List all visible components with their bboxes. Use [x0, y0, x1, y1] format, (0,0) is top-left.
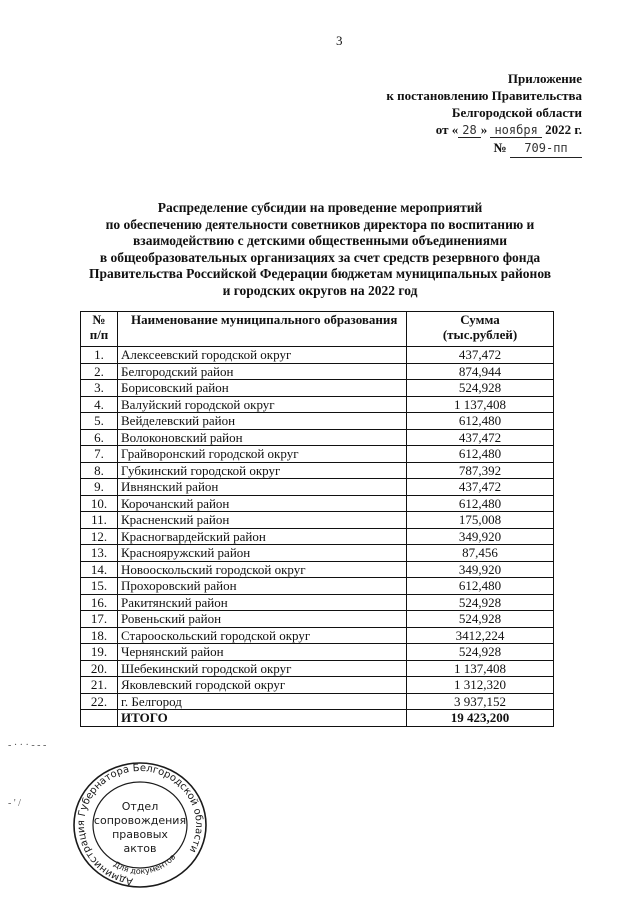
document-title: [70, 200, 570, 299]
row-number: 21.: [81, 677, 118, 694]
appendix-resolution: к постановлению Правительства: [386, 88, 582, 103]
row-sum: 524,928: [407, 644, 554, 661]
table-row: [81, 545, 554, 562]
row-sum: 349,920: [407, 528, 554, 545]
table-row: [81, 380, 554, 397]
header-number-line: №: [92, 312, 106, 327]
title-line: Правительства Российской Федерации бюджетам муниципальных районов: [88, 266, 552, 281]
row-sum: 437,472: [407, 347, 554, 364]
row-name: Чернянский район: [118, 644, 407, 661]
row-name: Ивнянский район: [118, 479, 407, 496]
row-name: Валуйский городской округ: [118, 396, 407, 413]
row-name: Новооскольский городской округ: [118, 561, 407, 578]
header-name-text: Наименование муниципального образования: [131, 312, 398, 327]
row-name: Алексеевский городской округ: [118, 347, 407, 364]
row-number: 7.: [81, 446, 118, 463]
row-sum: 612,480: [407, 413, 554, 430]
header-sum: [407, 312, 554, 347]
header-sum-line: (тыс.рублей): [442, 327, 518, 342]
total-num-cell: [81, 710, 118, 727]
title-line: в общеобразовательных организациях за счет средств резервного фонда: [99, 249, 541, 265]
row-name: Борисовский район: [118, 380, 407, 397]
table-row: [81, 495, 554, 512]
row-sum: 3 937,152: [407, 693, 554, 710]
header-name: [118, 312, 407, 347]
row-name: Белгородский район: [118, 363, 407, 380]
resolution-number: 709-пп: [510, 140, 582, 158]
total-label: ИТОГО: [118, 710, 407, 727]
total-row: [81, 710, 554, 727]
row-name: Прохоровский район: [118, 578, 407, 595]
row-number: 9.: [81, 479, 118, 496]
table-row: [81, 462, 554, 479]
table-row: [81, 479, 554, 496]
row-number: 17.: [81, 611, 118, 628]
table-header-row: [81, 312, 554, 347]
table-row: [81, 578, 554, 595]
row-name: Старооскольский городской округ: [118, 627, 407, 644]
row-name: Краснояружский район: [118, 545, 407, 562]
row-number: 2.: [81, 363, 118, 380]
page-number: 3: [336, 33, 343, 48]
stamp-center-line: сопровождения: [93, 814, 187, 827]
row-number: 13.: [81, 545, 118, 562]
row-sum: 1 137,408: [407, 660, 554, 677]
table-row: [81, 561, 554, 578]
row-number: 8.: [81, 462, 118, 479]
table-row: [81, 429, 554, 446]
row-name: Волоконовский район: [118, 429, 407, 446]
row-sum: 524,928: [407, 380, 554, 397]
scan-mark: - ' /: [8, 798, 21, 809]
appendix-region: Белгородской области: [451, 105, 582, 120]
row-sum: 349,920: [407, 561, 554, 578]
title-line: взаимодействию с детскими общественными объединениями: [133, 233, 507, 248]
table-row: [81, 693, 554, 710]
row-sum: 175,008: [407, 512, 554, 529]
header-number: [81, 312, 118, 347]
row-number: 12.: [81, 528, 118, 545]
official-stamp: [66, 756, 214, 890]
date-year: 2022 г.: [545, 122, 582, 137]
number-prefix: №: [493, 140, 507, 155]
row-name: Губкинский городской округ: [118, 462, 407, 479]
appendix-date: [372, 121, 582, 139]
row-name: Красненский район: [118, 512, 407, 529]
title-line: Распределение субсидии на проведение мероприятий: [157, 200, 483, 215]
row-name: Красногвардейский район: [118, 528, 407, 545]
row-name: Ровеньский район: [118, 611, 407, 628]
table-row: [81, 627, 554, 644]
row-name: Корочанский район: [118, 495, 407, 512]
stamp-center-line: актов: [123, 842, 157, 855]
row-name: г. Белгород: [118, 693, 407, 710]
row-number: 18.: [81, 627, 118, 644]
row-name: Шебекинский городской округ: [118, 660, 407, 677]
row-sum: 612,480: [407, 446, 554, 463]
row-sum: 1 137,408: [407, 396, 554, 413]
table-row: [81, 528, 554, 545]
row-number: 16.: [81, 594, 118, 611]
row-sum: 87,456: [407, 545, 554, 562]
row-number: 22.: [81, 693, 118, 710]
table-row: [81, 594, 554, 611]
title-line: и городских округов на 2022 год: [222, 282, 418, 298]
row-sum: 524,928: [407, 611, 554, 628]
row-name: Яковлевский городской округ: [118, 677, 407, 694]
row-sum: 1 312,320: [407, 677, 554, 694]
row-sum: 3412,224: [407, 627, 554, 644]
total-sum: 19 423,200: [407, 710, 554, 727]
table-row: [81, 363, 554, 380]
row-number: 5.: [81, 413, 118, 430]
row-name: Грайворонский городской округ: [118, 446, 407, 463]
row-sum: 787,392: [407, 462, 554, 479]
row-number: 11.: [81, 512, 118, 529]
row-number: 1.: [81, 347, 118, 364]
date-month: ноября: [490, 123, 541, 138]
stamp-bottom-text: Для документов: [111, 852, 178, 876]
row-name: Вейделевский район: [118, 413, 407, 430]
date-day: 28: [458, 123, 480, 138]
row-sum: 437,472: [407, 429, 554, 446]
date-mid: »: [480, 122, 488, 137]
row-sum: 612,480: [407, 495, 554, 512]
table-row: [81, 413, 554, 430]
row-number: 3.: [81, 380, 118, 397]
row-number: 4.: [81, 396, 118, 413]
subsidy-table: [80, 311, 554, 727]
row-number: 6.: [81, 429, 118, 446]
table-row: [81, 611, 554, 628]
table-row: [81, 512, 554, 529]
table-row: [81, 446, 554, 463]
stamp-center-line: правовых: [112, 828, 168, 841]
header-number-line: п/п: [89, 327, 109, 342]
stamp-ring-text: Администрация Губернатора Белгородской области: [75, 762, 205, 887]
scan-mark: - · · · - - -: [8, 740, 47, 751]
title-line: по обеспечению деятельности советников директора по воспитанию и: [105, 216, 535, 232]
appendix-title: Приложение: [507, 71, 582, 86]
row-name: Ракитянский район: [118, 594, 407, 611]
date-prefix: от «: [435, 122, 459, 137]
row-number: 15.: [81, 578, 118, 595]
row-sum: 524,928: [407, 594, 554, 611]
appendix-number: [372, 139, 582, 158]
row-number: 10.: [81, 495, 118, 512]
table-row: [81, 644, 554, 661]
row-number: 14.: [81, 561, 118, 578]
stamp-center-line: Отдел: [121, 800, 159, 813]
table-row: [81, 677, 554, 694]
row-sum: 874,944: [407, 363, 554, 380]
row-number: 19.: [81, 644, 118, 661]
row-sum: 437,472: [407, 479, 554, 496]
row-number: 20.: [81, 660, 118, 677]
header-sum-line: Сумма: [460, 312, 500, 327]
row-sum: 612,480: [407, 578, 554, 595]
table-row: [81, 396, 554, 413]
table-row: [81, 660, 554, 677]
appendix-block: [372, 70, 582, 158]
table-row: [81, 347, 554, 364]
